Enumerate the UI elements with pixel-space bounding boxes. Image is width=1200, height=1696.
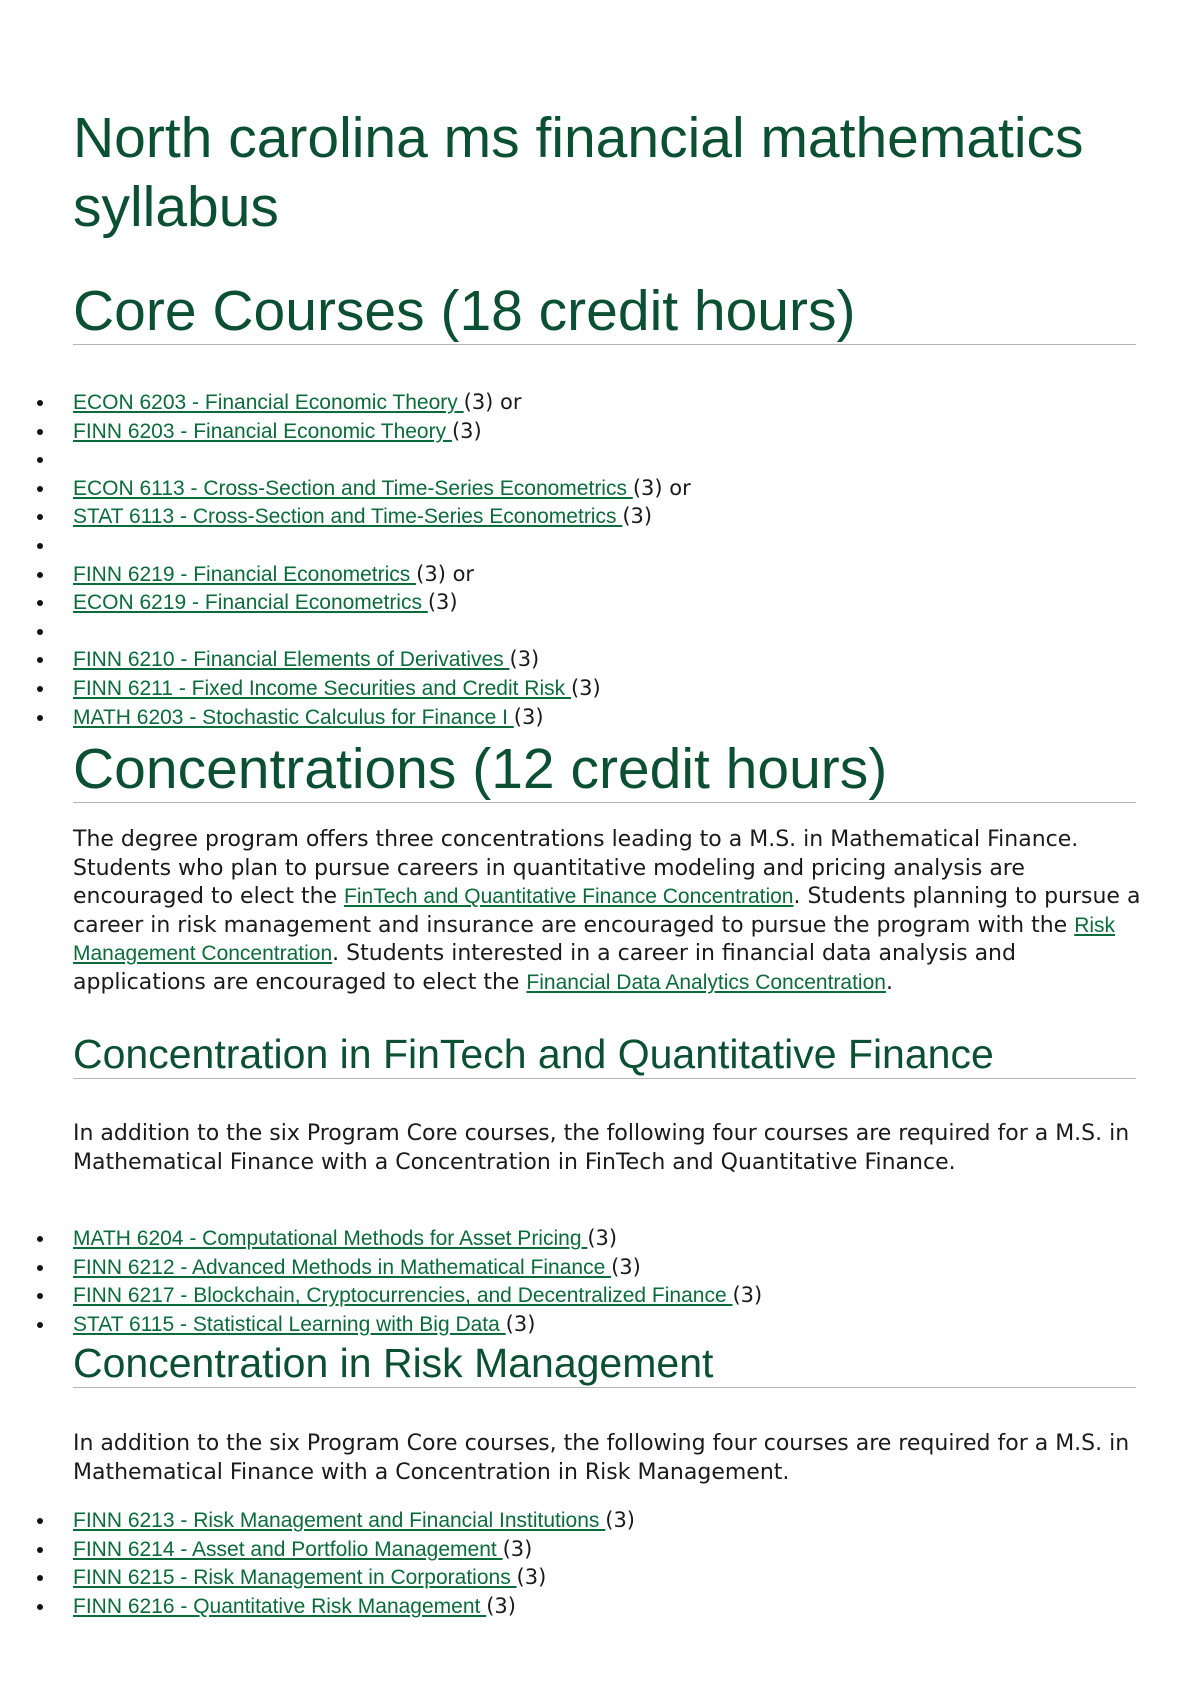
list-item (0, 502, 1140, 531)
core-courses-heading: Core Courses (18 credit hours) (73, 278, 1136, 345)
concentrations-heading: Concentrations (12 credit hours) (73, 736, 1136, 803)
list-item (0, 588, 1140, 617)
risk-management-concentration-link[interactable]: Risk Management Concentration (73, 913, 1116, 966)
course-link[interactable]: STAT 6113 - Cross-Section and Time-Series Econometrics (73, 505, 623, 529)
credit-label: (3) (732, 1283, 763, 1308)
list-item-empty (0, 617, 1140, 646)
course-link[interactable]: ECON 6113 - Cross-Section and Time-Series Econometrics (73, 476, 633, 500)
paragraph-text: . Students planning to pursue a career in risk management and insurance are encouraged to pursue the program with the (73, 884, 1141, 938)
list-item (0, 1253, 1140, 1282)
credit-label: (3) or (416, 561, 475, 586)
course-link[interactable]: FINN 6217 - Blockchain, Cryptocurrencies, and Decentralized Finance (73, 1284, 733, 1308)
course-link[interactable]: FINN 6210 - Financial Elements of Derivatives (73, 648, 510, 672)
course-link[interactable]: FINN 6211 - Fixed Income Securities and Credit Risk (73, 676, 571, 700)
list-item (0, 1506, 1140, 1535)
list-item (0, 1310, 1140, 1339)
fintech-concentration-link[interactable]: FinTech and Quantitative Finance Concentration (344, 885, 794, 909)
course-link[interactable]: FINN 6203 - Financial Economic Theory (73, 419, 452, 443)
list-item (0, 474, 1140, 503)
course-link[interactable]: FINN 6219 - Financial Econometrics (73, 562, 417, 586)
list-item (0, 703, 1140, 732)
list-item (0, 1535, 1140, 1564)
credit-label: (3) (570, 675, 601, 700)
paragraph-text: The degree program offers three concentrations leading to a M.S. in Mathematical Finance. Students who plan to pursue careers in quantitative modeling and pricing analysis are encouraged to elect the (73, 827, 1079, 910)
course-link[interactable]: FINN 6216 - Quantitative Risk Management (73, 1594, 487, 1618)
list-item (0, 1224, 1140, 1253)
credit-label: (3) (611, 1254, 641, 1279)
credit-label: (3) (622, 504, 653, 529)
course-link[interactable]: ECON 6219 - Financial Econometrics (73, 591, 428, 615)
course-link[interactable]: ECON 6203 - Financial Economic Theory (73, 391, 464, 414)
core-courses-list (0, 388, 1140, 731)
course-link[interactable]: FINN 6213 - Risk Management and Financial Institutions (73, 1509, 606, 1532)
list-item-empty (0, 445, 1140, 474)
credit-label: (3) (486, 1593, 516, 1618)
concentrations-description (73, 826, 1143, 998)
list-item-empty (0, 531, 1140, 560)
fintech-courses-list (0, 1224, 1140, 1338)
credit-label: (3) (587, 1226, 618, 1250)
course-link[interactable]: STAT 6115 - Statistical Learning with Big Data (73, 1312, 506, 1336)
course-link[interactable]: FINN 6212 - Advanced Methods in Mathematical Finance (73, 1255, 612, 1279)
fintech-concentration-heading: Concentration in FinTech and Quantitative Finance (73, 1030, 1136, 1079)
list-item (0, 1563, 1140, 1592)
risk-intro: In addition to the six Program Core courses, the following four courses are required for a M.S. in Mathematical Finance with a Concentration in Risk Management. (73, 1431, 1130, 1485)
list-item (0, 417, 1140, 446)
risk-concentration-heading: Concentration in Risk Management (73, 1339, 1136, 1388)
credit-label: (3) (427, 590, 458, 615)
credit-label: (3) (513, 704, 544, 729)
credit-label: (3) (516, 1565, 547, 1590)
list-item (0, 1281, 1140, 1310)
credit-label: (3) (509, 647, 540, 672)
credit-label: (3) (505, 1311, 536, 1336)
paragraph-text: . (885, 969, 893, 995)
course-link[interactable]: MATH 6204 - Computational Methods for Asset Pricing (73, 1227, 588, 1250)
page-title: North carolina ms financial mathematics syllabus (73, 106, 1084, 239)
list-item (0, 645, 1140, 674)
course-link[interactable]: MATH 6203 - Stochastic Calculus for Finance I (73, 705, 514, 729)
credit-label: (3) (451, 418, 482, 443)
list-item (0, 1592, 1140, 1621)
risk-courses-list (0, 1506, 1140, 1620)
credit-label: (3) or (463, 390, 522, 414)
list-item (0, 674, 1140, 703)
data-analytics-concentration-link[interactable]: Financial Data Analytics Concentration (526, 970, 886, 994)
list-item (0, 388, 1140, 417)
fintech-intro: In addition to the six Program Core courses, the following four courses are required for a M.S. in Mathematical Finance with a Concentration in FinTech and Quantitative Finance. (73, 1121, 1130, 1175)
list-item (0, 560, 1140, 589)
credit-label: (3) or (632, 475, 691, 500)
course-link[interactable]: FINN 6215 - Risk Management in Corporations (73, 1566, 517, 1590)
paragraph-text: . Students interested in a career in financial data analysis and applications are encouraged to elect the (73, 941, 1016, 995)
credit-label: (3) (502, 1536, 533, 1561)
credit-label: (3) (605, 1508, 635, 1532)
course-link[interactable]: FINN 6214 - Asset and Portfolio Management (73, 1537, 503, 1561)
